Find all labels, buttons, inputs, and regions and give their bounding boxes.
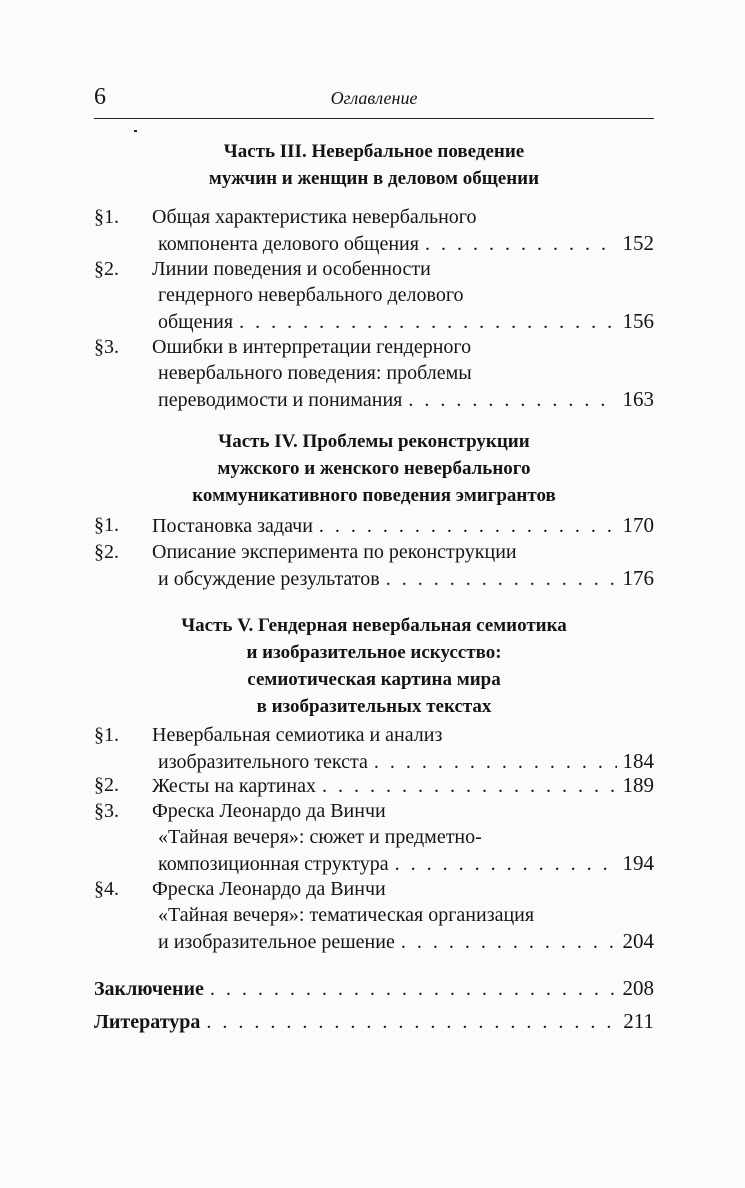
entry-line: изобразительного текста (158, 751, 368, 773)
section-number: §4. (94, 878, 119, 900)
dot-leader (401, 929, 617, 955)
page-ref[interactable]: 208 (622, 976, 654, 1000)
entry-label: Литература (94, 1011, 201, 1033)
page-ref[interactable]: 189 (622, 773, 654, 797)
section-number: §1. (94, 514, 119, 536)
toc-entry[interactable] (94, 334, 654, 413)
header-rule (94, 118, 654, 119)
dot-leader (319, 513, 617, 539)
entry-line: Фреска Леонардо да Винчи (152, 878, 386, 900)
entry-line: гендерного невербального делового (158, 284, 464, 306)
page-ref[interactable]: 204 (622, 929, 654, 953)
dot-leader (239, 309, 616, 335)
part-title-line: в изобразительных текстах (256, 696, 492, 717)
entry-line: Жесты на картинах (152, 775, 316, 797)
toc-entry-conclusion[interactable] (94, 975, 654, 1002)
page-ref[interactable]: 170 (622, 513, 654, 537)
entry-label: Заключение (94, 978, 204, 1000)
entry-line: Линии поведения и особенности (152, 258, 431, 280)
page-number: 6 (94, 84, 106, 110)
entry-line: и изобразительное решение (158, 931, 395, 953)
toc-entry[interactable] (94, 772, 654, 799)
print-speck (134, 130, 137, 132)
page-ref[interactable]: 156 (622, 309, 654, 333)
toc-entry[interactable] (94, 512, 654, 539)
page-ref[interactable]: 184 (622, 749, 654, 773)
entry-line: переводимости и понимания (158, 389, 403, 411)
section-number: §2. (94, 774, 119, 796)
entry-line: «Тайная вечеря»: сюжет и предметно- (158, 826, 482, 848)
toc-entry[interactable] (94, 204, 654, 257)
page-ref[interactable]: 152 (622, 231, 654, 255)
page-ref[interactable]: 194 (622, 851, 654, 875)
entry-line: общения (158, 311, 234, 333)
part-title-line: мужчин и женщин в деловом общении (208, 168, 540, 189)
dot-leader (408, 387, 616, 413)
part-3-title (94, 138, 654, 192)
part-title-line: коммуникативного поведения эмигрантов (192, 485, 556, 506)
part-title-line: Часть III. Невербальное поведение (223, 141, 525, 162)
dot-leader (206, 1009, 617, 1035)
page-header (94, 84, 654, 114)
part-5-title (94, 612, 654, 720)
part-title-line: семиотическая картина мира (247, 669, 501, 690)
section-number: §1. (94, 724, 119, 746)
entry-line: Общая характеристика невербального (152, 206, 477, 228)
toc-entry[interactable] (94, 876, 654, 955)
section-number: §2. (94, 541, 119, 563)
page-ref[interactable]: 176 (622, 566, 654, 590)
entry-line: невербального поведения: проблемы (158, 362, 472, 384)
section-number: §3. (94, 800, 119, 822)
part-4-title (94, 428, 654, 509)
entry-line: Фреска Леонардо да Винчи (152, 800, 386, 822)
toc-entry-literature[interactable] (94, 1008, 654, 1035)
toc-entry[interactable] (94, 798, 654, 877)
part-title-line: мужского и женского невербального (217, 458, 531, 479)
section-number: §1. (94, 206, 119, 228)
dot-leader (322, 773, 617, 799)
entry-line: компонента делового общения (158, 233, 419, 255)
entry-line: Ошибки в интерпретации гендерного (152, 336, 472, 358)
page-ref[interactable]: 163 (622, 387, 654, 411)
section-number: §2. (94, 258, 119, 280)
dot-leader (386, 566, 617, 592)
dot-leader (395, 851, 617, 877)
entry-line: Невербальная семиотика и анализ (152, 724, 443, 746)
part-title-line: Часть IV. Проблемы реконструкции (218, 431, 530, 452)
entry-line: Постановка задачи (152, 515, 313, 537)
page-ref[interactable]: 211 (623, 1009, 654, 1033)
part-title-line: Часть V. Гендерная невербальная семиотика (181, 615, 567, 636)
running-title: Оглавление (330, 88, 418, 108)
dot-leader (425, 231, 617, 257)
entry-line: Описание эксперимента по реконструкции (152, 541, 517, 563)
toc-entry[interactable] (94, 722, 654, 775)
toc-entry[interactable] (94, 256, 654, 335)
entry-line: композиционная структура (158, 853, 389, 875)
entry-line: «Тайная вечеря»: тематическая организация (158, 904, 535, 926)
dot-leader (210, 976, 617, 1002)
section-number: §3. (94, 336, 119, 358)
part-title-line: и изобразительное искусство: (246, 642, 502, 663)
entry-line: и обсуждение результатов (158, 568, 380, 590)
toc-entry[interactable] (94, 539, 654, 592)
